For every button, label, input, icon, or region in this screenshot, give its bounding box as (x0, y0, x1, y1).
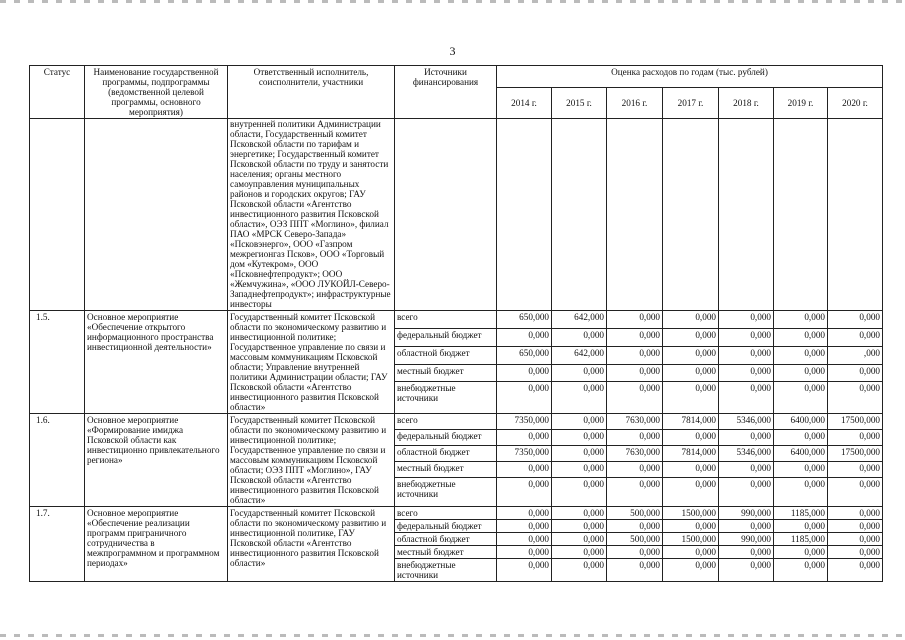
amount-cell: 0,000 (663, 346, 719, 364)
continuation-name (85, 119, 228, 311)
funding-source: внебюджетные источники (395, 382, 497, 414)
funding-source: всего (395, 311, 497, 329)
amount-cell: 0,000 (828, 478, 883, 507)
amount-cell: 0,000 (663, 520, 719, 533)
amount-cell: 0,000 (828, 507, 883, 520)
amount-cell: 0,000 (607, 311, 663, 329)
amount-cell: 0,000 (607, 546, 663, 559)
amount-cell: 0,000 (497, 533, 552, 546)
amount-cell: 0,000 (828, 328, 883, 346)
item-status: 1.7. (30, 507, 85, 582)
funding-source: внебюджетные источники (395, 559, 497, 582)
header-year: 2015 г. (552, 88, 607, 119)
amount-cell: 0,000 (607, 520, 663, 533)
amount-cell: 0,000 (663, 364, 719, 382)
amount-cell: 0,000 (828, 430, 883, 446)
expenditure-table (29, 65, 883, 582)
amount-cell: 1185,000 (774, 533, 828, 546)
amount-cell: 0,000 (552, 328, 607, 346)
amount-cell: 0,000 (719, 364, 774, 382)
amount-cell: 0,000 (774, 546, 828, 559)
amount-cell: 0,000 (719, 311, 774, 329)
header-status: Статус (30, 66, 85, 119)
amount-cell: 0,000 (774, 382, 828, 414)
header-year: 2017 г. (663, 88, 719, 119)
item-status: 1.5. (30, 311, 85, 414)
continuation-value (828, 119, 883, 311)
header-year: 2020 г. (828, 88, 883, 119)
funding-source: внебюджетные источники (395, 478, 497, 507)
amount-cell: 0,000 (497, 364, 552, 382)
amount-cell: 7814,000 (663, 414, 719, 430)
header-year: 2016 г. (607, 88, 663, 119)
header-sources: Источники финансирования (395, 66, 497, 119)
amount-cell: 0,000 (663, 546, 719, 559)
continuation-value (719, 119, 774, 311)
amount-cell: 0,000 (607, 430, 663, 446)
continuation-source (395, 119, 497, 311)
amount-cell: 0,000 (663, 328, 719, 346)
header-year: 2014 г. (497, 88, 552, 119)
amount-cell: 5346,000 (719, 414, 774, 430)
header-year: 2019 г. (774, 88, 828, 119)
funding-source: всего (395, 507, 497, 520)
amount-cell: 7350,000 (497, 446, 552, 462)
amount-cell: 0,000 (607, 382, 663, 414)
amount-cell: 0,000 (828, 546, 883, 559)
amount-cell: 7630,000 (607, 414, 663, 430)
amount-cell: 0,000 (663, 462, 719, 478)
amount-cell: 0,000 (774, 478, 828, 507)
table-row (30, 414, 883, 430)
amount-cell: 0,000 (774, 346, 828, 364)
amount-cell: 0,000 (719, 478, 774, 507)
amount-cell: 0,000 (552, 559, 607, 582)
amount-cell: 0,000 (607, 328, 663, 346)
amount-cell: 1500,000 (663, 507, 719, 520)
amount-cell: 0,000 (552, 382, 607, 414)
funding-source: местный бюджет (395, 546, 497, 559)
amount-cell: 0,000 (719, 520, 774, 533)
amount-cell: 0,000 (552, 507, 607, 520)
item-name: Основное мероприятие «Обеспечение открытого информационного пространства инвестиционной деятельности» (85, 311, 228, 414)
amount-cell: 1185,000 (774, 507, 828, 520)
continuation-value (774, 119, 828, 311)
amount-cell: 0,000 (774, 430, 828, 446)
item-name: Основное мероприятие «Обеспечение реализации программ приграничного сотрудничества в межпрограммном и программном периодах» (85, 507, 228, 582)
amount-cell: 0,000 (663, 311, 719, 329)
amount-cell: 0,000 (828, 559, 883, 582)
amount-cell: 0,000 (774, 559, 828, 582)
amount-cell: 0,000 (828, 364, 883, 382)
amount-cell: 0,000 (607, 462, 663, 478)
amount-cell: 0,000 (663, 430, 719, 446)
amount-cell: 0,000 (774, 462, 828, 478)
amount-cell: 0,000 (828, 382, 883, 414)
funding-source: местный бюджет (395, 364, 497, 382)
amount-cell: 0,000 (552, 364, 607, 382)
amount-cell: ,000 (828, 346, 883, 364)
amount-cell: 17500,000 (828, 414, 883, 430)
amount-cell: 500,000 (607, 507, 663, 520)
continuation-row (30, 119, 883, 311)
amount-cell: 0,000 (719, 328, 774, 346)
amount-cell: 0,000 (497, 430, 552, 446)
amount-cell: 7350,000 (497, 414, 552, 430)
item-executor: Государственный комитет Псковской области по экономическому развитию и инвестиционной политике; Государственное управление по связи и массовым коммуникациям Псковской области; Управление внутренней политики Администрации области; ГАУ Псковской области «Агентство инвестиционного развития Псковской области» (228, 311, 395, 414)
item-executor: Государственный комитет Псковской области по экономическому развитию и инвестиционной политике; Государственное управление по связи и массовым коммуникациям Псковской области; ОЭЗ ППТ «Моглино», ГАУ Псковской области «Агентство инвестиционного развития Псковской области» (228, 414, 395, 507)
amount-cell: 650,000 (497, 311, 552, 329)
amount-cell: 0,000 (719, 559, 774, 582)
amount-cell: 0,000 (774, 520, 828, 533)
amount-cell: 0,000 (719, 346, 774, 364)
amount-cell: 7630,000 (607, 446, 663, 462)
amount-cell: 0,000 (497, 328, 552, 346)
amount-cell: 0,000 (497, 478, 552, 507)
amount-cell: 0,000 (497, 382, 552, 414)
amount-cell: 0,000 (497, 507, 552, 520)
funding-source: федеральный бюджет (395, 520, 497, 533)
amount-cell: 0,000 (719, 546, 774, 559)
amount-cell: 0,000 (497, 559, 552, 582)
header-estimate: Оценка расходов по годам (тыс. рублей) (497, 66, 883, 88)
item-executor: Государственный комитет Псковской области по экономическому развитию и инвестиционной политике, ГАУ Псковской области «Агентство инвестиционного развития Псковской области» (228, 507, 395, 582)
amount-cell: 990,000 (719, 507, 774, 520)
amount-cell: 0,000 (828, 520, 883, 533)
amount-cell: 0,000 (552, 533, 607, 546)
amount-cell: 0,000 (607, 364, 663, 382)
amount-cell: 0,000 (497, 520, 552, 533)
continuation-value (552, 119, 607, 311)
table-row (30, 507, 883, 520)
funding-source: федеральный бюджет (395, 430, 497, 446)
amount-cell: 0,000 (607, 478, 663, 507)
funding-source: областной бюджет (395, 533, 497, 546)
continuation-value (663, 119, 719, 311)
amount-cell: 0,000 (607, 346, 663, 364)
amount-cell: 650,000 (497, 346, 552, 364)
amount-cell: 642,000 (552, 311, 607, 329)
amount-cell: 0,000 (552, 430, 607, 446)
continuation-value (607, 119, 663, 311)
amount-cell: 0,000 (828, 462, 883, 478)
page-number: 3 (449, 44, 456, 58)
amount-cell: 500,000 (607, 533, 663, 546)
amount-cell: 0,000 (552, 446, 607, 462)
amount-cell: 0,000 (552, 520, 607, 533)
amount-cell: 0,000 (719, 430, 774, 446)
amount-cell: 0,000 (719, 462, 774, 478)
amount-cell: 0,000 (663, 478, 719, 507)
header-name: Наименование государственной программы, подпрограммы (ведомственной целевой программы, основного мероприятия) (85, 66, 228, 119)
header-year: 2018 г. (719, 88, 774, 119)
amount-cell: 0,000 (552, 478, 607, 507)
table-row (30, 311, 883, 329)
amount-cell: 0,000 (828, 311, 883, 329)
amount-cell: 642,000 (552, 346, 607, 364)
amount-cell: 0,000 (497, 546, 552, 559)
amount-cell: 0,000 (607, 559, 663, 582)
amount-cell: 0,000 (552, 414, 607, 430)
amount-cell: 6400,000 (774, 414, 828, 430)
continuation-status (30, 119, 85, 311)
amount-cell: 0,000 (774, 311, 828, 329)
amount-cell: 0,000 (774, 364, 828, 382)
amount-cell: 7814,000 (663, 446, 719, 462)
funding-source: областной бюджет (395, 446, 497, 462)
funding-source: областной бюджет (395, 346, 497, 364)
funding-source: всего (395, 414, 497, 430)
amount-cell: 5346,000 (719, 446, 774, 462)
amount-cell: 0,000 (663, 382, 719, 414)
amount-cell: 0,000 (552, 462, 607, 478)
item-name: Основное мероприятие «Формирование имиджа Псковской области как инвестиционно привлекательного региона» (85, 414, 228, 507)
amount-cell: 0,000 (663, 559, 719, 582)
amount-cell: 0,000 (552, 546, 607, 559)
amount-cell: 0,000 (828, 533, 883, 546)
header-executor: Ответственный исполнитель, соисполнители, участники (228, 66, 395, 119)
amount-cell: 0,000 (719, 382, 774, 414)
continuation-executor: внутренней политики Администрации области, Государственный комитет Псковской области по тарифам и энергетике; Государственный комитет Псковской области по труду и занятости населения; органы местного самоуправления муниципальных районов и городских округов; ГАУ Псковской области «Агентство инвестиционного развития Псковской области», ОЭЗ ППТ «Моглино», филиал ПАО «МРСК Северо-Запада» «Псковэнерго», ООО «Газпром межрегионгаз Псков», ООО «Торговый дом «Кутекром», ООО «Псковнефтепродукт»; ООО «Жемчужина», «ООО ЛУКОЙЛ-Северо-Западнефтепродукт»; инфраструктурные инвесторы (228, 119, 395, 311)
amount-cell: 17500,000 (828, 446, 883, 462)
funding-source: местный бюджет (395, 462, 497, 478)
amount-cell: 1500,000 (663, 533, 719, 546)
funding-source: федеральный бюджет (395, 328, 497, 346)
amount-cell: 6400,000 (774, 446, 828, 462)
continuation-value (497, 119, 552, 311)
amount-cell: 0,000 (774, 328, 828, 346)
scan-edge-top (0, 0, 905, 3)
amount-cell: 990,000 (719, 533, 774, 546)
amount-cell: 0,000 (497, 462, 552, 478)
scan-edge-bottom (0, 634, 905, 637)
item-status: 1.6. (30, 414, 85, 507)
